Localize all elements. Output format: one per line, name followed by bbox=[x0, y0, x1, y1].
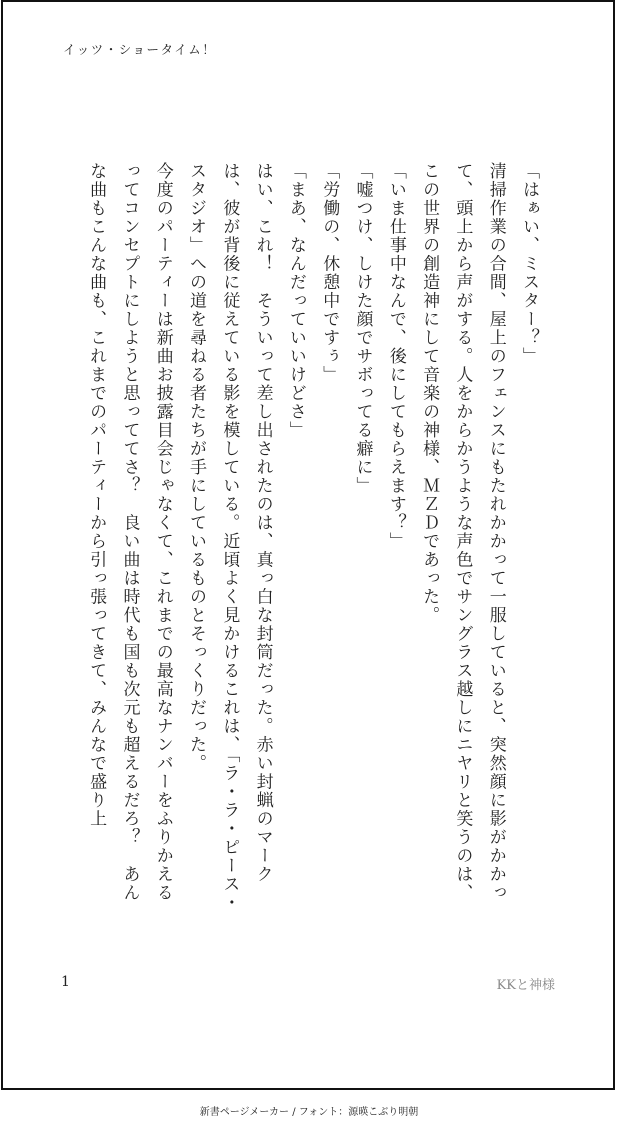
page-frame bbox=[1, 0, 615, 1090]
paragraph: 今度のパーティーは新曲お披露目会じゃなくて、これまでの最高なナンバーをふりかえるってコンセプトにしようと思っててさ？ 良い曲は時代も国も次元も超えるだろ？ あんな曲もこんな曲も、これまでのパーティーから引っ張ってきて、みんなで盛り上 bbox=[86, 162, 173, 902]
paragraph: 「はぁい、ミスター？」 bbox=[519, 162, 539, 366]
paragraph: 「労働の、休憩中ですぅ」 bbox=[319, 162, 340, 384]
paragraph: はい、これ！ そういって差し出されたのは、真っ白な封筒だった。赤い封蝋のマークは、彼が背後に従えている影を模している。近頃よく見かけるこれは、「ラ・ラ・ピース・スタジオ」への道を尋ねる者たちが手にしているものとそっくりだった。 bbox=[186, 162, 273, 912]
page-number: 1 bbox=[61, 974, 70, 990]
author-label: KKと神様 bbox=[496, 978, 555, 993]
paragraph: 「いま仕事中なんで、後にしてもらえます？」 bbox=[385, 162, 406, 551]
vertical-body-text bbox=[79, 162, 545, 918]
footer-credit: 新書ページメーカー / フォント：源暎こぶり明朝 bbox=[199, 1107, 419, 1118]
running-title: イッツ・ショータイム！ bbox=[63, 42, 217, 57]
paragraph: 「まあ、なんだっていいけどさ」 bbox=[285, 162, 306, 440]
paragraph: 清掃作業の合間、屋上のフェンスにもたれかかって一服していると、突然顔に影がかかって、頭上から声がする。人をからかうような声色でサングラス越しにニヤリと笑うのは、この世界の創造神にして音楽の神様、ＭＺＤであった。 bbox=[419, 162, 506, 902]
paragraph: 「嘘つけ、しけた顔でサボってる癖に」 bbox=[352, 162, 373, 495]
